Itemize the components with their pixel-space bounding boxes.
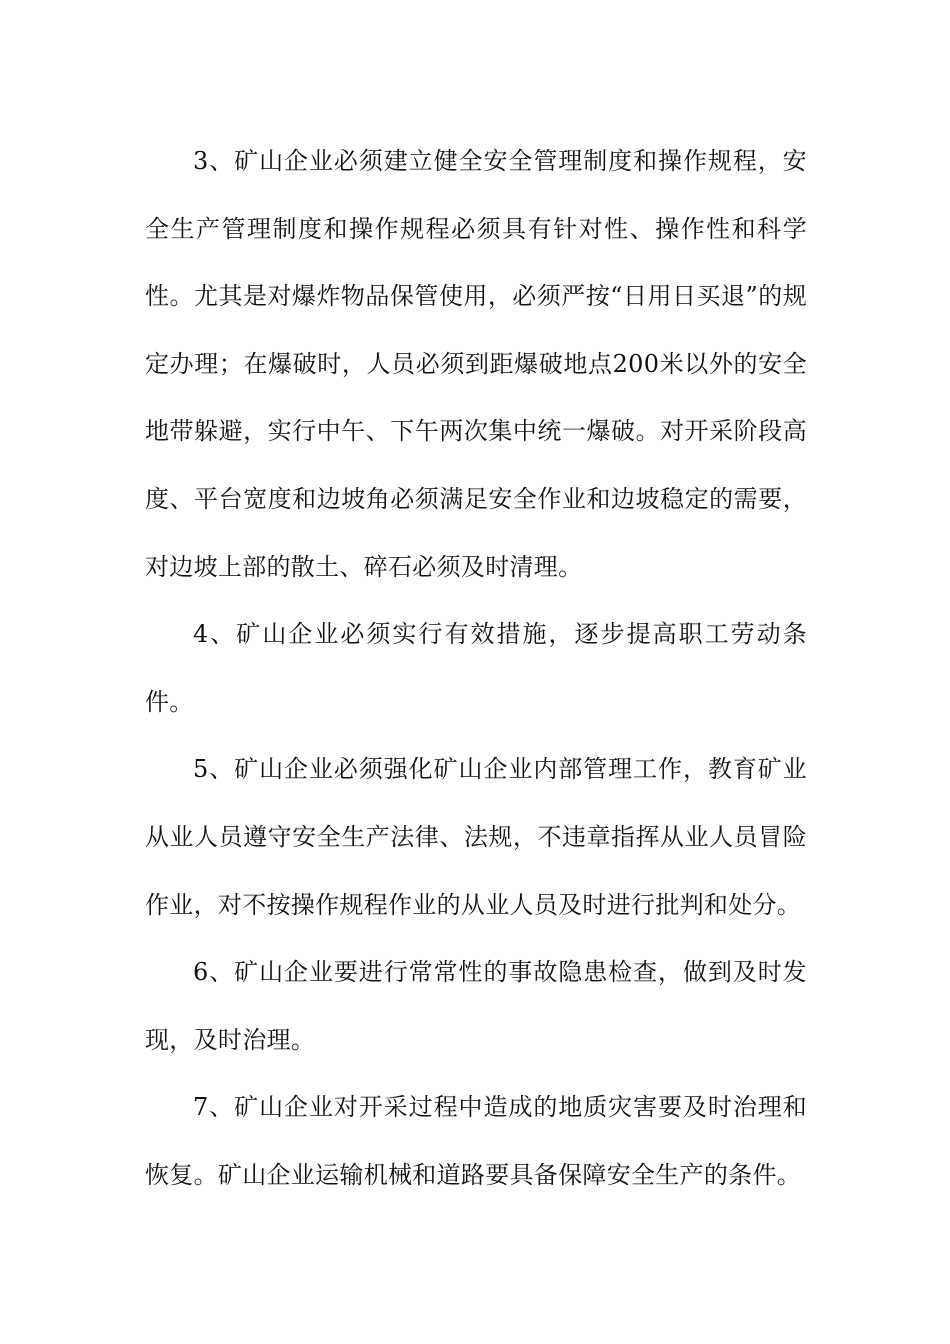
paragraph-item-7: 7、矿山企业对开采过程中造成的地质灾害要及时治理和恢复。矿山企业运输机械和道路要具备保障安全生产的条件。 bbox=[145, 1093, 807, 1189]
paragraph-item-3: 3、矿山企业必须建立健全安全管理制度和操作规程，安全生产管理制度和操作规程必须具有针对性、操作性和科学性。尤其是对爆炸物品保管使用，必须严按“日用日买退”的规定办理；在爆破时，人员必须到距爆破地点200米以外的安全地带躲避，实行中午、下午两次集中统一爆破。对开采阶段高度、平台宽度和边坡角必须满足安全作业和边坡稳定的需要，对边坡上部的散土、碎石必须及时清理。 bbox=[145, 147, 807, 581]
paragraph-item-4: 4、矿山企业必须实行有效措施，逐步提高职工劳动条件。 bbox=[145, 620, 807, 716]
document-body bbox=[145, 128, 807, 1210]
paragraph-item-6: 6、矿山企业要进行常常性的事故隐患检查，做到及时发现，及时治理。 bbox=[145, 958, 807, 1054]
paragraph-item-5: 5、矿山企业必须强化矿山企业内部管理工作，教育矿业从业人员遵守安全生产法律、法规，不违章指挥从业人员冒险作业，对不按操作规程作业的从业人员及时进行批判和处分。 bbox=[145, 755, 807, 919]
